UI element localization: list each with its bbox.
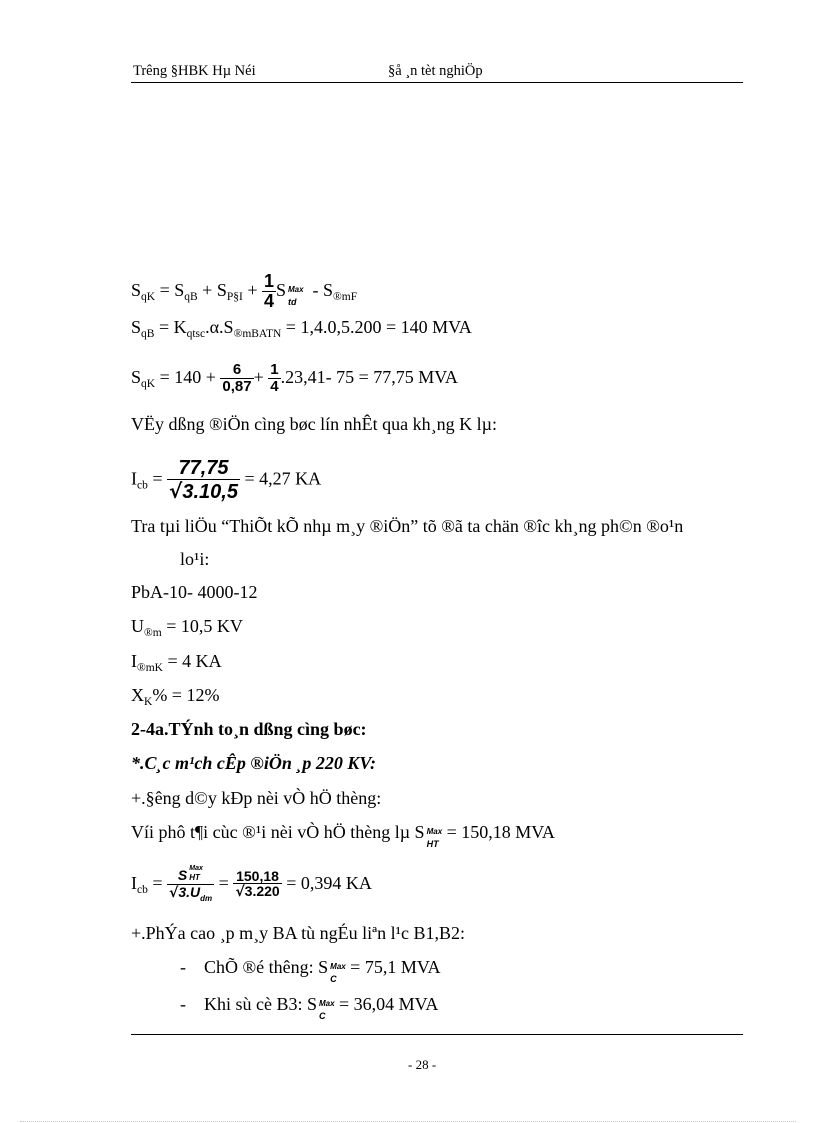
paragraph-transformer: +.PhÝa cao ¸p m¸y BA tù ngÉu liªn l¹c B1,B2: bbox=[131, 923, 465, 943]
fraction-1-4: $\frac{1}{4}$ bbox=[270, 361, 279, 395]
subsection-heading: *.C¸c m¹ch cÊp ®iÖn ¸p 220 KV: bbox=[131, 753, 377, 773]
section-heading: 2-4a.TÝnh to¸n dßng cìng bøc: bbox=[131, 719, 367, 739]
equation-sqb: $S_{qB} = K_{qtsc}.\alpha.S_{®mBATN} = 1,4.0,5.200 = 140$ MVA bbox=[131, 317, 472, 340]
header-right: §å ¸n tèt nghiÖp bbox=[388, 63, 483, 79]
equation-sqk: $S_{qK} = S_{qB} + S_{P\S I}$ + $\frac{1}{4}$ S Max td - $S_{®mF}$ bbox=[131, 271, 358, 311]
paragraph-reference: Tra tµi liÖu “ThiÕt kÕ nhµ m¸y ®iÖn” tõ ®ã ta chän ®îc kh¸ng ph©n ®o¹n bbox=[131, 516, 684, 536]
header-rule bbox=[131, 82, 743, 83]
equation-icb-1: $I_{cb}$ = $\frac{77,75}{√3.10,5}$ = 4,27 KA bbox=[131, 457, 322, 503]
fraction-icb-1: $\frac{77,75}{√3.10,5}$ bbox=[169, 457, 238, 503]
bullet-normal-mode: - ChÕ ®é thêng: S Max C = 75,1 MVA bbox=[180, 957, 441, 984]
fraction-icb-2a: S Max HT $√3.U_{dm}$ bbox=[169, 865, 213, 904]
paragraph-max-load: Víi phô t¶i cùc ®¹i nèi vÒ hÖ thèng lµ S Max HT = 150,18 MVA bbox=[131, 822, 555, 849]
spec-voltage: $U_{®m} = 10,5$ KV bbox=[131, 616, 243, 639]
header-left: Trêng §HBK Hµ Néi bbox=[133, 63, 256, 79]
fraction-one-quarter: $\frac{1}{4}$ bbox=[263, 271, 274, 311]
spec-current: $I_{®mK} = 4$ KA bbox=[131, 651, 222, 674]
footer-rule bbox=[131, 1034, 743, 1035]
page-number: - 28 - bbox=[408, 1057, 437, 1072]
equation-sqk-value: $S_{qK} = 140$ + $\frac{6}{0,87}$ + $\frac{1}{4}$ .23,41- 75 = 77,75 MVA bbox=[131, 361, 458, 395]
spec-model: PbA-10- 4000-12 bbox=[131, 582, 258, 602]
fraction-6-087: $\frac{6}{0,87}$ bbox=[222, 361, 252, 395]
equation-icb-2: $I_{cb}$ = S Max HT $√3.U_{dm}$ = $\frac{150,18}{√3.220}$ = 0,394 KA bbox=[131, 865, 372, 904]
bullet-fault-mode: - Khi sù cè B3: S Max C = 36,04 MVA bbox=[180, 994, 439, 1021]
paragraph-double-line: +.§êng d©y kÐp nèi vÒ hÖ thèng: bbox=[131, 788, 382, 808]
spec-reactance: $X_K\% = 12\%$ bbox=[131, 685, 220, 708]
page-edge bbox=[20, 1121, 796, 1122]
fraction-icb-2b: $\frac{150,18}{√3.220}$ bbox=[235, 867, 280, 901]
paragraph-max-current: VËy dßng ®iÖn cìng bøc lín nhÊt qua kh¸ng K lµ: bbox=[131, 414, 498, 434]
paragraph-reference-cont: lo¹i: bbox=[180, 549, 210, 569]
